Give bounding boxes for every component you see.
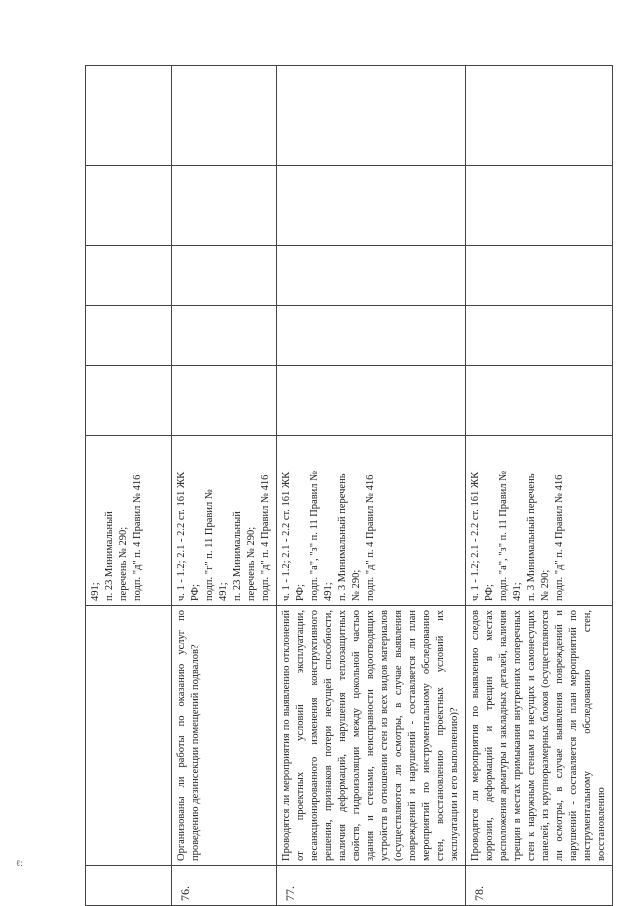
row-number: [86, 866, 172, 906]
legal-source-line: 491;: [218, 582, 229, 601]
margin-mark: ℓ:: [16, 858, 23, 868]
legal-sources-cell: [277, 436, 466, 606]
empty-answer-cell: [277, 306, 466, 366]
empty-answer-cell: [277, 66, 466, 166]
empty-answer-cell: [86, 246, 172, 306]
question-cell: Проводятся ли мероприятия по выявлению следов коррозии, деформаций и трещин в местах расположения арматуры и закладных деталей, наличия трещин в местах примыкания внутренних поперечных стен к наружным стенам из несущих и самонесущих панелей, из крупноразмерных блоков (осуществляются ли осмотры, в случае выявления повреждений и нарушений - составляется ли план мероприятий по инструментальному обследованию стен, восстановлению: [466, 606, 613, 866]
empty-answer-cell: [172, 306, 277, 366]
legal-source-line: подп. "а", "з" п. 11 Правил №: [498, 470, 509, 601]
legal-source-line: п. 3 Минимальный перечень: [337, 473, 348, 601]
legal-source-line: ч. 1 - 1.2; 2.1 - 2.2 ст. 161 ЖК: [281, 471, 292, 601]
legal-source-line: п. 3 Минимальный перечень: [526, 473, 537, 601]
table-row: [86, 66, 172, 906]
legal-source-line: РФ;: [484, 584, 495, 601]
rotated-table-wrapper: [85, 66, 607, 906]
legal-source-line: подп. "д" п. 4 Правил № 416: [260, 474, 271, 601]
legal-source-line: п. 23 Минимальный: [232, 511, 243, 601]
empty-answer-cell: [466, 366, 613, 436]
legal-source-line: подп. "д" п. 4 Правил № 416: [554, 474, 565, 601]
legal-source-line: 491;: [90, 582, 101, 601]
legal-source-line: РФ;: [295, 584, 306, 601]
legal-source-line: подп. "г" п. 11 Правил №: [204, 489, 215, 601]
empty-answer-cell: [277, 246, 466, 306]
table-row: [277, 66, 466, 906]
legal-source-line: подп. "д" п. 4 Правил № 416: [132, 474, 143, 601]
empty-answer-cell: [86, 366, 172, 436]
question-cell: [86, 606, 172, 866]
legal-source-line: перечень № 290;: [246, 526, 257, 601]
row-number: 76.: [172, 866, 277, 906]
legal-source-line: подп. "а", "з" п. 11 Правил №: [309, 470, 320, 601]
empty-answer-cell: [86, 66, 172, 166]
table-row: [172, 66, 277, 906]
legal-sources-cell: [86, 436, 172, 606]
legal-source-line: 491;: [512, 582, 523, 601]
empty-answer-cell: [466, 166, 613, 246]
row-number: 78.: [466, 866, 613, 906]
empty-answer-cell: [172, 66, 277, 166]
empty-answer-cell: [466, 66, 613, 166]
legal-sources-cell: [172, 436, 277, 606]
empty-answer-cell: [172, 246, 277, 306]
empty-answer-cell: [86, 166, 172, 246]
legal-source-line: подп. "д" п. 4 Правил № 416: [365, 474, 376, 601]
empty-answer-cell: [277, 166, 466, 246]
table-row: [466, 66, 613, 906]
legal-source-line: 491;: [323, 582, 334, 601]
empty-answer-cell: [466, 246, 613, 306]
legal-source-line: п. 23 Минимальный: [104, 511, 115, 601]
empty-answer-cell: [466, 306, 613, 366]
legal-sources-cell: [466, 436, 613, 606]
legal-source-line: ч. 1 - 1.2; 2.1 - 2.2 ст. 161 ЖК: [470, 471, 481, 601]
empty-answer-cell: [172, 366, 277, 436]
empty-answer-cell: [277, 366, 466, 436]
legal-source-line: РФ;: [190, 584, 201, 601]
question-cell: Организованы ли работы по оказанию услуг по проведению дезинсекции помещений подвалов?: [172, 606, 277, 866]
empty-answer-cell: [172, 166, 277, 246]
row-number: 77.: [277, 866, 466, 906]
question-cell: Проводятся ли мероприятия по выявлению отклонений от проектных условий эксплуатации, несанкционированного изменения конструктивного решения, признаков потери несущей способности, наличия деформаций, нарушения теплозащитных свойств, гидроизоляции между цокольной частью здания и стенами, неисправности водоотводящих устройств в отношении стен из всех видов материалов (осуществляются ли осмотры, в случае выявления повреждений и нарушений - составляется ли план мероприятий по инструментальному обследованию стен, восстановлению проектных условий их эксплуатации и его выполнению)?: [277, 606, 466, 866]
legal-source-line: № 290;: [351, 569, 362, 601]
legal-source-line: ч. 1 - 1.2; 2.1 - 2.2 ст. 161 ЖК: [176, 471, 187, 601]
legal-source-line: № 290;: [540, 569, 551, 601]
checklist-table: [85, 65, 613, 906]
legal-source-line: перечень № 290;: [118, 526, 129, 601]
empty-answer-cell: [86, 306, 172, 366]
